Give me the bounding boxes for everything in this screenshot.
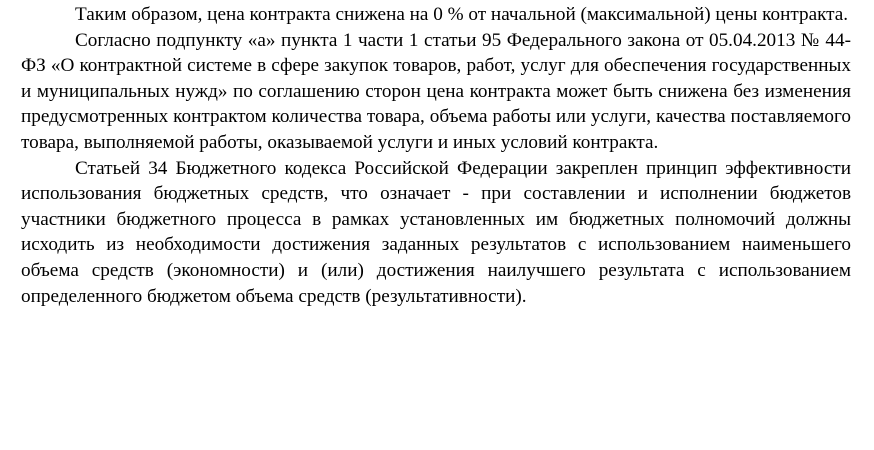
paragraph-budget-code: Статьей 34 Бюджетного кодекса Российской Федерации закреплен принцип эффективности использования бюджетных средств, что означает - при составлении и исполнении бюджетов участники бюджетного процесса в рамках установленных им бюджетных полномочий должны исходить из необходимости достижения заданных результатов с использованием наименьшего объема средств (экономности) и (или) достижения наилучшего результата с использованием определенного бюджетом объема средств (результативности). bbox=[21, 157, 851, 307]
paragraph-price-reduction: Таким образом, цена контракта снижена на 0 % от начальной (максимальной) цены контракта. bbox=[75, 4, 849, 25]
paragraph-law-44fz: Согласно подпункту «а» пункта 1 части 1 статьи 95 Федерального закона от 05.04.2013 № 44-ФЗ «О контрактной системе в сфере закупок товаров, работ, услуг для обеспечения государственных и муниципальных нужд» по соглашению сторон цена контракта может быть снижена без изменения предусмотренных контрактом количества товара, объема работы или услуги, качества поставляемого товара, выполняемой работы, оказываемой услуги и иных условий контракта. bbox=[21, 29, 851, 153]
document-page bbox=[21, 2, 851, 309]
